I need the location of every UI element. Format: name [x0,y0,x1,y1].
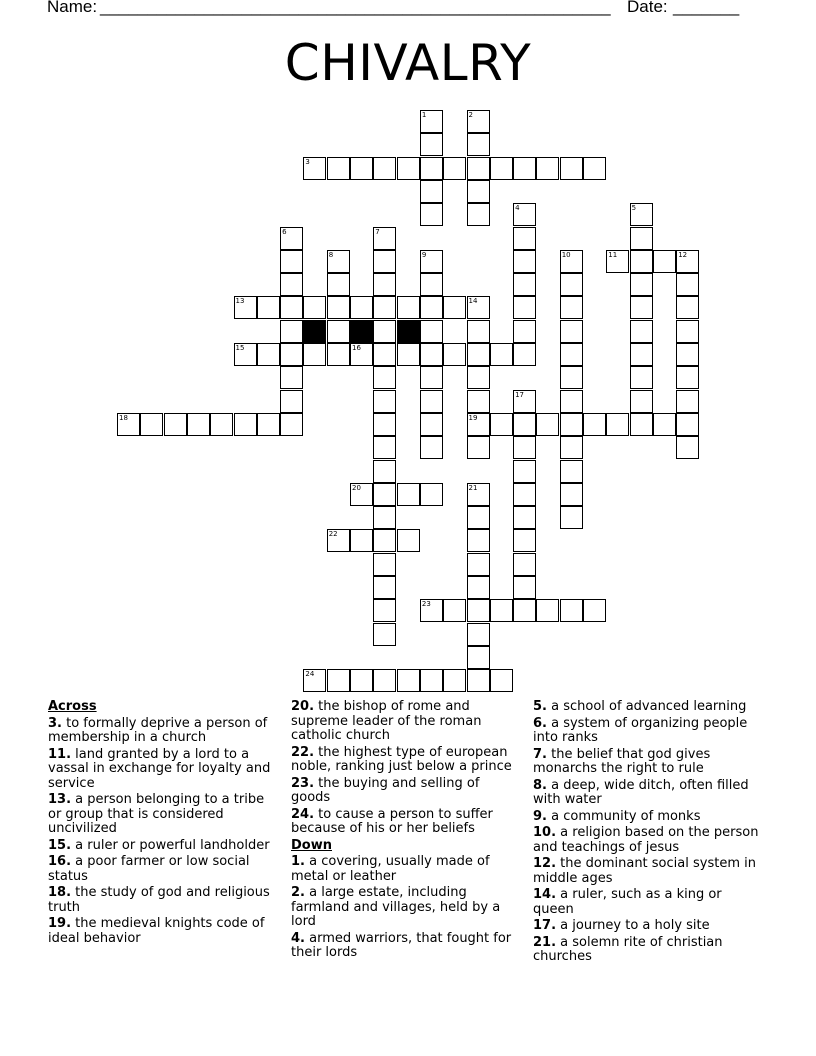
across-clue [48,717,273,746]
date-label: Date: [627,0,668,16]
grid-cell[interactable] [560,436,583,459]
grid-cell[interactable] [373,320,396,343]
grid-cell[interactable] [467,506,490,529]
clue-number: 23 [421,600,431,609]
grid-cell[interactable] [397,296,420,319]
grid-cell[interactable] [373,460,396,483]
clue-number: 1 [421,111,427,119]
clue-number: 24 [305,670,315,679]
grid-cell[interactable] [513,296,536,319]
grid-cell[interactable] [583,413,606,436]
grid-cell[interactable] [420,483,443,506]
grid-cell[interactable] [373,436,396,459]
clue-num: 10. [533,825,557,840]
grid-cell[interactable] [467,203,490,226]
grid-cell[interactable] [397,669,420,692]
clue-num: 1. [291,854,305,869]
grid-cell[interactable] [420,390,443,413]
across-clue [48,748,273,792]
grid-cell[interactable] [280,250,303,273]
grid-cell[interactable] [350,296,373,319]
down-clue [533,919,763,934]
grid-black-cell [350,320,373,343]
grid-cell[interactable] [467,343,490,366]
grid-cell[interactable] [630,413,653,436]
grid-cell[interactable] [630,273,653,296]
clue-number: 4 [515,204,520,213]
grid-cell[interactable] [467,623,490,646]
clue-number: 2 [468,111,473,119]
across-clue [48,793,273,837]
date-field[interactable]: _______ [673,0,740,16]
clue-num: 20. [291,699,315,714]
clue-text: a person belonging to a tribe or group that is considered uncivilized [48,792,265,836]
grid-cell[interactable] [280,366,303,389]
grid-cell[interactable] [513,599,536,622]
clue-text: a ruler or powerful landholder [71,837,270,853]
grid-cell[interactable] [536,413,559,436]
grid-cell[interactable] [420,320,443,343]
grid-cell[interactable] [513,483,536,506]
clue-number: 6 [282,227,287,236]
grid-cell[interactable] [257,413,280,436]
grid-cell[interactable] [630,296,653,319]
across-clue [48,886,273,915]
clue-text: a deep, wide ditch, often filled with water [533,777,749,807]
grid-cell[interactable] [513,413,536,436]
grid-cell[interactable] [373,506,396,529]
clue-text: a religion based on the person and teachings of jesus [533,825,759,855]
grid-cell[interactable] [373,366,396,389]
grid-cell[interactable] [560,483,583,506]
clue-num: 14. [533,887,557,902]
clue-text: a large estate, including farmland and villages, held by a lord [291,885,501,929]
grid-cell[interactable] [490,157,513,180]
grid-cell[interactable] [676,366,699,389]
clue-text: a solemn rite of christian churches [533,934,723,964]
clue-text: the study of god and religious truth [48,885,270,915]
down-clue [533,779,763,808]
across-clue [291,700,521,744]
grid-cell[interactable] [513,436,536,459]
grid-cell[interactable] [560,390,583,413]
clue-num: 8. [533,777,547,793]
grid-cell[interactable] [513,576,536,599]
grid-cell[interactable] [630,250,653,273]
grid-cell[interactable] [467,669,490,692]
down-heading: Down [291,837,332,853]
clue-number: 22 [328,530,338,539]
grid-cell[interactable] [327,343,350,366]
grid-cell[interactable] [560,506,583,529]
grid-cell[interactable] [280,413,303,436]
clue-number: 20 [352,483,361,492]
grid-cell[interactable] [467,366,490,389]
clue-text: armed warriors, that fought for their lords [291,930,512,960]
grid-cell[interactable] [583,599,606,622]
grid-cell[interactable] [560,413,583,436]
grid-cell[interactable] [443,599,466,622]
grid-cell[interactable] [630,320,653,343]
grid-cell[interactable] [257,296,280,319]
grid-black-cell [397,320,420,343]
clue-num: 5. [533,699,547,714]
grid-cell[interactable] [513,460,536,483]
clues-column-2 [291,700,521,963]
grid-cell[interactable] [467,157,490,180]
clue-num: 21. [533,934,557,950]
clue-num: 23. [291,775,315,791]
clue-number: 10 [561,250,571,259]
down-clue [291,886,521,930]
grid-cell[interactable] [164,413,187,436]
clue-num: 7. [533,746,547,762]
grid-cell[interactable] [467,133,490,156]
across-clue [48,839,273,854]
down-clue [533,826,763,855]
down-clue [533,700,763,715]
clue-number: 8 [328,250,334,259]
grid-cell[interactable] [280,320,303,343]
across-clue [291,808,521,837]
clue-number: 16 [352,344,361,352]
grid-cell[interactable] [513,157,536,180]
grid-cell[interactable] [560,343,583,366]
grid-cell[interactable] [467,599,490,622]
grid-cell[interactable] [513,506,536,529]
clue-text: to formally deprive a person of membership in a church [48,715,268,745]
clue-number: 3 [305,157,310,166]
grid-cell[interactable] [210,413,233,436]
grid-cell[interactable] [443,343,466,366]
grid-cell[interactable] [676,436,699,459]
grid-cell[interactable] [280,390,303,413]
clue-text: the medieval knights code of ideal behavior [48,916,265,946]
puzzle-title: CHIVALRY [284,34,532,92]
grid-cell[interactable] [676,343,699,366]
across-clue [48,855,273,884]
down-clue [533,888,763,917]
clue-number: 15 [235,344,245,352]
grid-cell[interactable] [560,599,583,622]
across-clue [291,777,521,806]
grid-cell[interactable] [467,646,490,669]
across-clue [291,746,521,775]
grid-cell[interactable] [280,343,303,366]
grid-cell[interactable] [676,273,699,296]
clue-text: a school of advanced learning [546,699,747,714]
grid-cell[interactable] [676,413,699,436]
clue-number: 9 [421,250,427,259]
clue-number: 18 [119,413,128,422]
grid-cell[interactable] [583,157,606,180]
grid-cell[interactable] [536,599,559,622]
across-clue [48,917,273,946]
grid-cell[interactable] [560,296,583,319]
clue-num: 4. [291,930,305,946]
clue-text: land granted by a lord to a vassal in exchange for loyalty and service [48,746,271,791]
grid-cell[interactable] [350,669,373,692]
down-clue [533,936,763,965]
clue-num: 17. [533,918,557,933]
grid-cell[interactable] [373,296,396,319]
clue-num: 11. [48,746,72,762]
down-clue [533,810,763,825]
grid-cell[interactable] [373,529,396,552]
clue-number: 12 [678,250,688,259]
clue-num: 3. [48,715,62,731]
grid-cell[interactable] [327,320,350,343]
grid-cell[interactable] [373,553,396,576]
clue-number: 19 [468,413,478,422]
down-clue [291,855,521,884]
clue-number: 7 [375,227,380,236]
grid-cell[interactable] [420,343,443,366]
grid-cell[interactable] [467,320,490,343]
clue-num: 16. [48,854,72,869]
grid-cell[interactable] [606,413,629,436]
grid-cell[interactable] [420,366,443,389]
grid-cell[interactable] [443,669,466,692]
grid-cell[interactable] [187,413,210,436]
grid-cell[interactable] [630,390,653,413]
grid-cell[interactable] [513,529,536,552]
grid-cell[interactable] [513,343,536,366]
grid-cell[interactable] [327,157,350,180]
grid-cell[interactable] [373,483,396,506]
grid-cell[interactable] [303,343,326,366]
grid-cell[interactable] [373,343,396,366]
name-label: Name: [47,0,98,16]
across-heading: Across [48,699,97,714]
clue-num: 13. [48,792,72,807]
clue-num: 12. [533,856,557,871]
grid-cell[interactable] [443,157,466,180]
grid-cell[interactable] [420,413,443,436]
grid-cell[interactable] [560,460,583,483]
clues-column-3 [533,700,763,967]
grid-cell[interactable] [373,250,396,273]
clue-number: 14 [468,297,478,306]
grid-cell[interactable] [397,529,420,552]
grid-cell[interactable] [327,669,350,692]
grid-cell[interactable] [467,529,490,552]
clue-text: a community of monks [546,808,701,824]
grid-cell[interactable] [653,250,676,273]
grid-cell[interactable] [303,296,326,319]
down-clue [533,748,763,777]
grid-cell[interactable] [536,157,559,180]
grid-cell[interactable] [373,599,396,622]
down-clue [291,932,521,961]
grid-cell[interactable] [467,576,490,599]
clue-text: the dominant social system in middle ages [533,856,756,886]
name-field[interactable]: ______________________________________________________ [100,0,611,16]
clue-num: 18. [48,885,72,900]
grid-cell[interactable] [513,273,536,296]
grid-cell[interactable] [140,413,163,436]
grid-cell[interactable] [257,343,280,366]
clue-text: a system of organizing people into ranks [533,715,748,745]
grid-cell[interactable] [443,296,466,319]
clue-num: 9. [533,808,547,824]
clue-num: 6. [533,715,547,731]
clue-number: 21 [468,483,478,492]
grid-cell[interactable] [630,343,653,366]
clue-num: 2. [291,885,305,900]
grid-cell[interactable] [420,436,443,459]
grid-cell[interactable] [397,157,420,180]
clue-num: 22. [291,744,315,760]
grid-cell[interactable] [513,227,536,250]
grid-cell[interactable] [513,250,536,273]
grid-cell[interactable] [420,180,443,203]
clue-text: to cause a person to suffer because of his or her beliefs [291,806,493,836]
grid-cell[interactable] [490,599,513,622]
grid-cell[interactable] [420,296,443,319]
grid-cell[interactable] [676,320,699,343]
clue-number: 11 [608,250,618,259]
grid-cell[interactable] [350,157,373,180]
grid-cell[interactable] [490,669,513,692]
clue-number: 17 [515,390,525,399]
down-clue [533,857,763,886]
clue-text: a covering, usually made of metal or leather [291,854,490,884]
grid-cell[interactable] [676,390,699,413]
grid-cell[interactable] [560,273,583,296]
grid-cell[interactable] [350,529,373,552]
grid-cell[interactable] [490,413,513,436]
grid-cell[interactable] [420,669,443,692]
clue-text: the belief that god gives monarchs the right to rule [533,746,711,776]
grid-cell[interactable] [630,366,653,389]
grid-cell[interactable] [467,553,490,576]
grid-cell[interactable] [373,273,396,296]
grid-cell[interactable] [560,366,583,389]
grid-cell[interactable] [397,343,420,366]
grid-cell[interactable] [373,157,396,180]
clue-num: 15. [48,837,72,853]
grid-black-cell [303,320,326,343]
grid-cell[interactable] [373,669,396,692]
grid-cell[interactable] [327,273,350,296]
grid-cell[interactable] [373,390,396,413]
clue-text: the highest type of european noble, ranking just below a prince [291,744,512,774]
grid-cell[interactable] [280,296,303,319]
grid-cell[interactable] [280,273,303,296]
grid-cell[interactable] [373,413,396,436]
grid-cell[interactable] [513,553,536,576]
down-clue [533,717,763,746]
grid-cell[interactable] [513,320,536,343]
grid-cell[interactable] [420,203,443,226]
grid-cell[interactable] [234,413,257,436]
grid-cell[interactable] [560,320,583,343]
grid-cell[interactable] [676,296,699,319]
grid-cell[interactable] [420,157,443,180]
clues-column-1 [48,700,273,948]
clue-number: 13 [235,297,245,306]
grid-cell[interactable] [630,227,653,250]
clue-num: 24. [291,806,315,822]
clue-text: a ruler, such as a king or queen [533,887,722,917]
grid-cell[interactable] [327,296,350,319]
clue-num: 19. [48,916,72,931]
grid-cell[interactable] [420,133,443,156]
clue-text: the buying and selling of goods [291,775,480,805]
grid-cell[interactable] [467,180,490,203]
clue-number: 5 [631,204,637,213]
grid-cell[interactable] [560,157,583,180]
clue-text: a poor farmer or low social status [48,854,250,884]
grid-cell[interactable] [373,576,396,599]
grid-cell[interactable] [420,273,443,296]
grid-cell[interactable] [467,436,490,459]
grid-cell[interactable] [490,343,513,366]
grid-cell[interactable] [373,623,396,646]
grid-cell[interactable] [467,390,490,413]
grid-cell[interactable] [397,483,420,506]
grid-cell[interactable] [653,413,676,436]
clue-text: a journey to a holy site [556,918,710,933]
clue-text: the bishop of rome and supreme leader of the roman catholic church [291,699,482,743]
